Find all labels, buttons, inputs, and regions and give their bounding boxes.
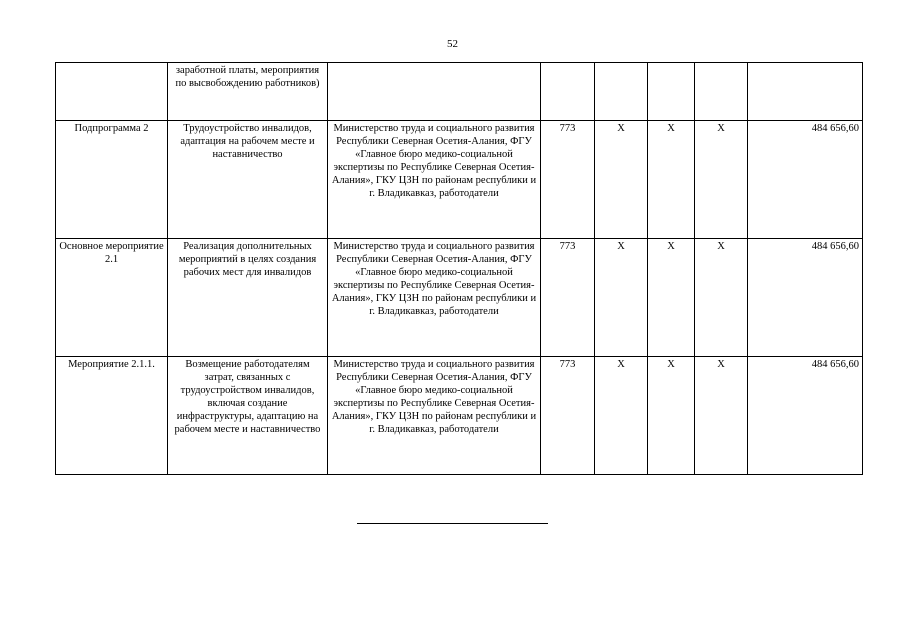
cell-col5 <box>595 63 648 121</box>
cell-col6 <box>648 63 695 121</box>
table-body <box>56 63 863 475</box>
cell-code: Основное мероприятие 2.1 <box>56 239 168 357</box>
table-row <box>56 357 863 475</box>
cell-col5: Х <box>595 121 648 239</box>
cell-col7: Х <box>695 357 748 475</box>
cell-name: Возмещение работодателям затрат, связанных с трудоустройством инвалидов, включая создание инфраструктуры, адаптацию на рабочем месте и наставничество <box>168 357 328 475</box>
cell-grbs <box>541 63 595 121</box>
program-table <box>55 62 863 475</box>
cell-code: Подпрограмма 2 <box>56 121 168 239</box>
cell-col6: Х <box>648 239 695 357</box>
cell-amount <box>748 63 863 121</box>
footnote-separator <box>357 523 548 524</box>
cell-col7: Х <box>695 121 748 239</box>
page-number: 52 <box>447 38 458 50</box>
cell-name: заработной платы, мероприятия по высвобождению работников) <box>168 63 328 121</box>
cell-grbs: 773 <box>541 121 595 239</box>
cell-code <box>56 63 168 121</box>
cell-executor <box>328 63 541 121</box>
cell-amount: 484 656,60 <box>748 357 863 475</box>
cell-grbs: 773 <box>541 239 595 357</box>
cell-executor: Министерство труда и социального развития Республики Северная Осетия-Алания, ФГУ «Главное бюро медико-социальной экспертизы по Республике Северная Осетия-Алания», ГКУ ЦЗН по районам республики и г. Владикавказ, работодатели <box>328 357 541 475</box>
cell-grbs: 773 <box>541 357 595 475</box>
cell-name: Реализация дополнительных мероприятий в целях создания рабочих мест для инвалидов <box>168 239 328 357</box>
cell-col7 <box>695 63 748 121</box>
table-row <box>56 63 863 121</box>
table-row <box>56 239 863 357</box>
cell-col5: Х <box>595 357 648 475</box>
cell-name: Трудоустройство инвалидов, адаптация на рабочем месте и наставничество <box>168 121 328 239</box>
cell-executor: Министерство труда и социального развития Республики Северная Осетия-Алания, ФГУ «Главное бюро медико-социальной экспертизы по Республике Северная Осетия-Алания», ГКУ ЦЗН по районам республики и г. Владикавказ, работодатели <box>328 239 541 357</box>
cell-amount: 484 656,60 <box>748 121 863 239</box>
table-row <box>56 121 863 239</box>
cell-col6: Х <box>648 357 695 475</box>
cell-col5: Х <box>595 239 648 357</box>
cell-col7: Х <box>695 239 748 357</box>
cell-code: Мероприятие 2.1.1. <box>56 357 168 475</box>
cell-executor: Министерство труда и социального развития Республики Северная Осетия-Алания, ФГУ «Главное бюро медико-социальной экспертизы по Республике Северная Осетия-Алания», ГКУ ЦЗН по районам республики и г. Владикавказ, работодатели <box>328 121 541 239</box>
cell-col6: Х <box>648 121 695 239</box>
cell-amount: 484 656,60 <box>748 239 863 357</box>
